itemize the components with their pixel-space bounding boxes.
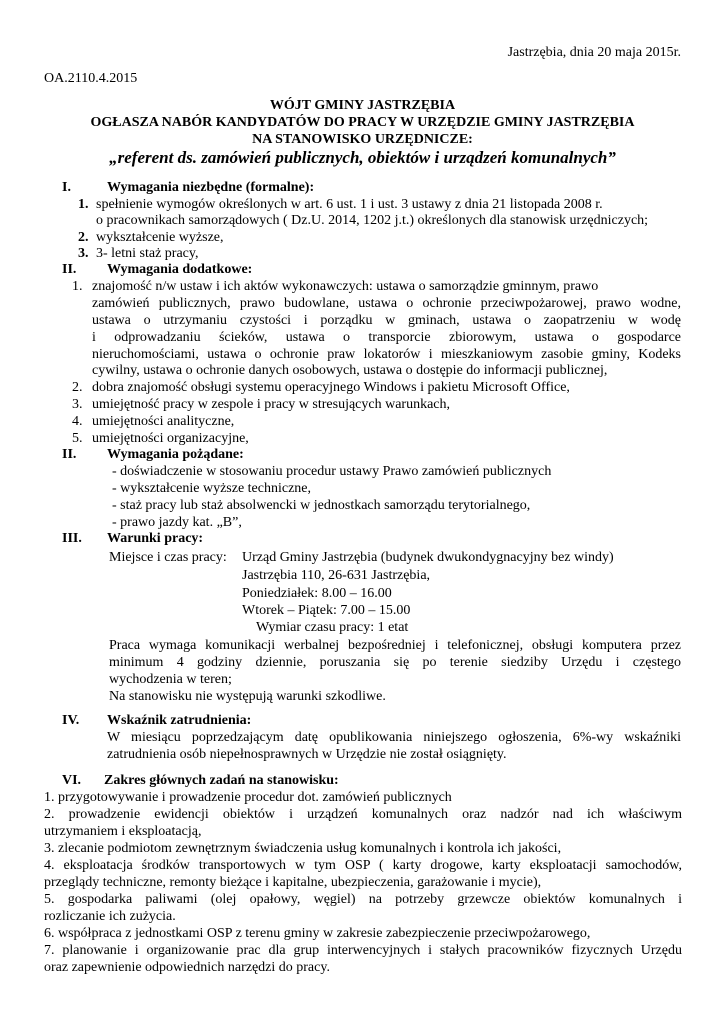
list-item-text: umiejętności analityczne,	[92, 414, 235, 429]
workplace-value: Urząd Gminy Jastrzębia (budynek dwukondygnacyjny bez windy)	[242, 550, 614, 565]
list-number: 2.	[78, 230, 89, 245]
reference-number: OA.2110.4.2015	[44, 71, 138, 86]
section-2-heading: Wymagania dodatkowe:	[107, 262, 253, 277]
duty-line: przeglądy techniczne, remonty bieżące i kapitalne, ubezpieczenia, garażowanie i mycie),	[44, 875, 542, 890]
list-item-text: umiejętności organizacyjne,	[92, 431, 249, 446]
duty-line: rozliczanie ich zużycia.	[44, 909, 176, 924]
hours-tue-fri: Wtorek – Piątek: 7.00 – 15.00	[242, 603, 411, 618]
section-2-number: II.	[62, 262, 77, 277]
list-item-text: - wykształcenie wyższe techniczne,	[112, 481, 312, 496]
section-3-heading: Wymagania pożądane:	[107, 447, 244, 462]
section-6-number: VI.	[62, 773, 82, 788]
list-item-text: - prawo jazdy kat. „B”,	[112, 515, 242, 530]
title-line-3: NA STANOWISKO URZĘDNICZE:	[252, 132, 473, 147]
section-5-heading: Wskaźnik zatrudnienia:	[107, 713, 252, 728]
list-item-text: ustawa o utrzymaniu czystości i porządku w gminach, ustawa o zaopatrzeniu w wodę	[92, 313, 681, 328]
list-item-text: umiejętność pracy w zespole i pracy w stresujących warunkach,	[92, 397, 451, 412]
list-number: 1.	[72, 279, 83, 294]
list-number: 4.	[72, 414, 83, 429]
list-item-text: i odprowadzaniu ścieków, ustawa o transporcie zbiorowym, ustawa o gospodarce	[92, 330, 681, 345]
workplace-label: Miejsce i czas pracy:	[109, 550, 227, 565]
section-1-heading: Wymagania niezbędne (formalne):	[107, 180, 315, 195]
place-date: Jastrzębia, dnia 20 maja 2015r.	[507, 45, 681, 60]
list-number: 3.	[78, 246, 89, 261]
address: Jastrzębia 110, 26-631 Jastrzębia,	[242, 568, 431, 583]
title-line-1: WÓJT GMINY JASTRZĘBIA	[269, 98, 456, 113]
working-time: Wymiar czasu pracy: 1 etat	[256, 620, 409, 635]
work-description-line: minimum 4 godziny dziennie, poruszania się po terenie siedziby Urzędu i częstego	[109, 655, 681, 670]
list-number: 2.	[72, 380, 83, 395]
employment-rate-text: W miesiącu poprzedzającym datę opublikowania niniejszego ogłoszenia, 6%-wy wskaźniki	[107, 730, 681, 745]
list-item-text: zamówień publicznych, prawo budowlane, ustawa o ochronie przeciwpożarowej, prawo wodne,	[92, 296, 681, 311]
duty-line: 7. planowanie i organizowanie prac dla grup interwencyjnych i stałych pracowników fizycznych Urzędu	[44, 943, 682, 958]
section-6-heading: Zakres głównych zadań na stanowisku:	[104, 773, 339, 788]
list-item-text: wykształcenie wyższe,	[96, 230, 224, 245]
title-line-2: OGŁASZA NABÓR KANDYDATÓW DO PRACY W URZĘDZIE GMINY JASTRZĘBIA	[90, 115, 635, 130]
list-item-text	[92, 278, 681, 296]
list-number: 3.	[72, 397, 83, 412]
section-5-number: IV.	[62, 713, 80, 728]
duty-line: 5. gospodarka paliwami (olej opałowy, węgiel) na potrzeby grzewcze obiektów komunalnych i	[44, 892, 682, 907]
duty-line: 4. eksploatacja środków transportowych w tym OSP ( karty drogowe, karty eksploatacji samochodów,	[44, 858, 682, 873]
list-item-text: - doświadczenie w stosowaniu procedur ustawy Prawo zamówień publicznych	[112, 464, 552, 479]
list-item-text: o pracownikach samorządowych ( Dz.U. 2014, 1202 j.t.) określonych dla stanowisk urzędniczych;	[96, 213, 649, 228]
text-line: znajomość n/w ustaw i ich aktów wykonawczych: ustawa o samorządzie gminnym, prawo	[92, 279, 599, 294]
section-3-number: II.	[62, 447, 77, 462]
work-description-line: wychodzenia w teren;	[109, 672, 232, 687]
list-item-text: spełnienie wymogów określonych w art. 6 ust. 1 i ust. 3 ustawy z dnia 21 listopada 2008 r.	[96, 197, 603, 212]
list-item-text: dobra znajomość obsługi systemu operacyjnego Windows i pakietu Microsoft Office,	[92, 380, 570, 395]
list-item-text: 3- letni staż pracy,	[96, 246, 199, 261]
duty-line: 3. zlecanie podmiotom zewnętrznym świadczenia usług komunalnych i kontrola ich jakości,	[44, 841, 562, 856]
duty-line: 2. prowadzenie ewidencji obiektów i urządzeń komunalnych oraz nadzór nad ich właściwym	[44, 807, 682, 822]
position-title: „referent ds. zamówień publicznych, obiektów i urządzeń komunalnych”	[109, 148, 616, 167]
duty-line: 6. współpraca z jednostkami OSP z terenu gminy w zakresie zabezpieczenie przeciwpożarowego,	[44, 926, 591, 941]
section-1-number: I.	[62, 180, 71, 195]
duty-line: oraz zapewnienie odpowiednich narzędzi do pracy.	[44, 960, 330, 975]
section-4-number: III.	[62, 531, 82, 546]
work-conditions: Na stanowisku nie występują warunki szkodliwe.	[109, 689, 386, 704]
list-number: 1.	[78, 197, 89, 212]
list-number: 5.	[72, 431, 83, 446]
hours-monday: Poniedziałek: 8.00 – 16.00	[242, 586, 392, 601]
list-item-text: - staż pracy lub staż absolwencki w jednostkach samorządu terytorialnego,	[112, 498, 531, 513]
employment-rate-text: zatrudnienia osób niepełnosprawnych w Urzędzie nie został osiągnięty.	[107, 747, 507, 762]
duty-line: 1. przygotowywanie i prowadzenie procedur dot. zamówień publicznych	[44, 790, 452, 805]
list-item-text: cywilny, ustawa o ochronie danych osobowych, ustawa o dostępie do informacji publicznej,	[92, 363, 608, 378]
list-item-text: nieruchomościami, ustawa o ochronie praw lokatorów i mieszkaniowym zasobie gminy, Kodeks	[92, 347, 681, 362]
work-description-line: Praca wymaga komunikacji werbalnej bezpośredniej i telefonicznej, obsługi komputera przez	[109, 638, 681, 653]
duty-line: utrzymaniem i eksploatacją,	[44, 824, 202, 839]
section-4-heading: Warunki pracy:	[107, 531, 204, 546]
